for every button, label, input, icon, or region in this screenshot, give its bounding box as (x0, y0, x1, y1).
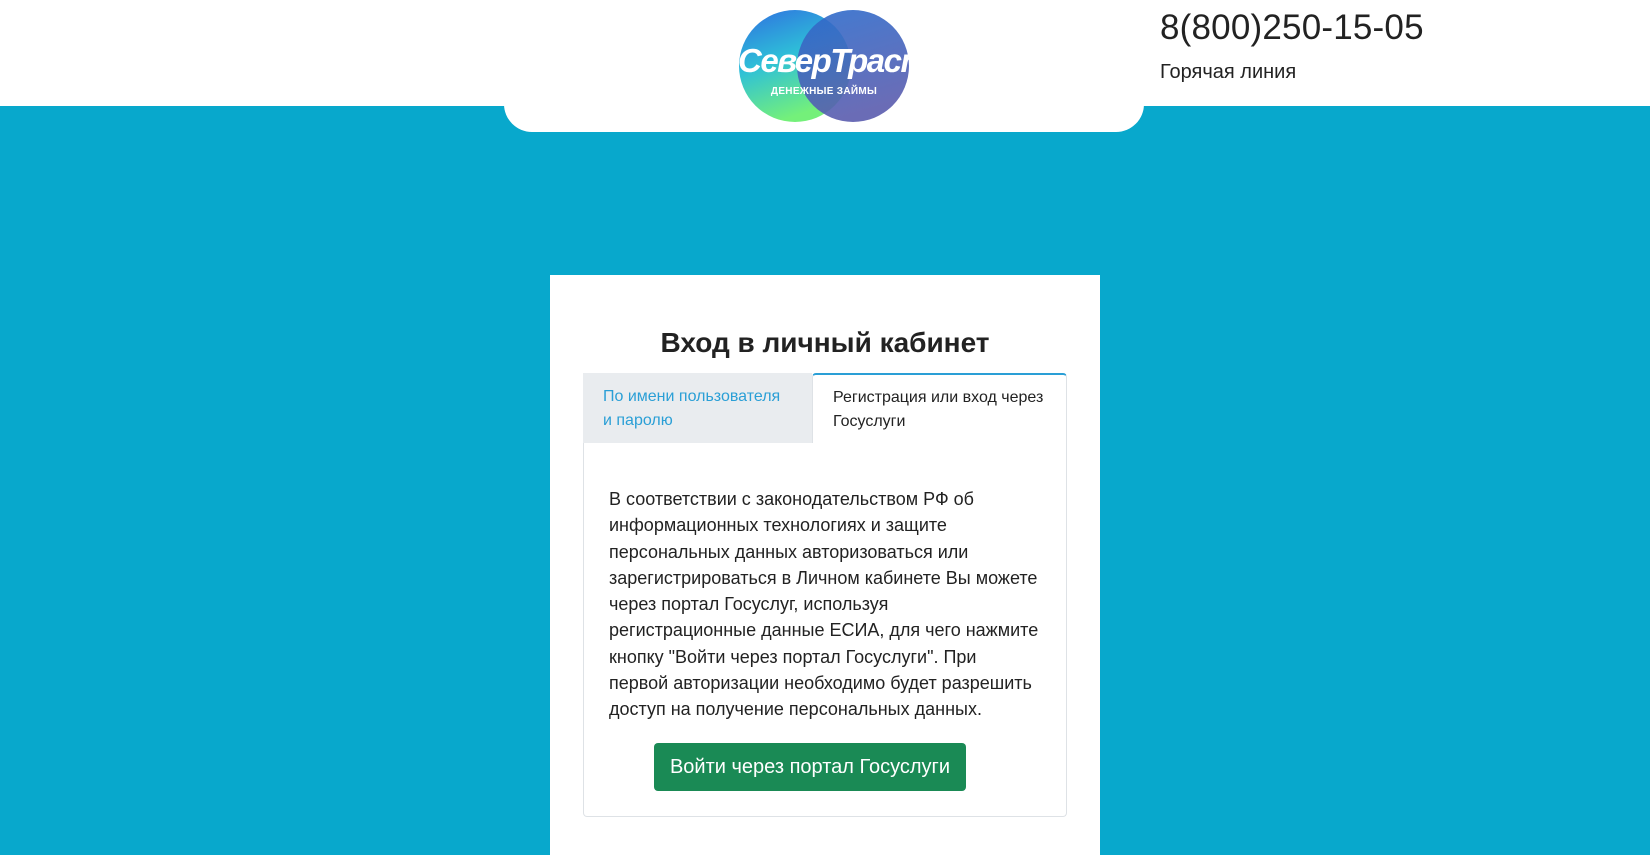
brand-logo-tagline: ДЕНЕЖНЫЕ ЗАЙМЫ (770, 86, 878, 97)
hotline-phone[interactable]: 8(800)250-15-05 (1160, 8, 1424, 47)
gosuslugi-tab-panel (583, 443, 1067, 817)
tab-gosuslugi[interactable] (812, 373, 1067, 444)
hotline-label: Горячая линия (1160, 61, 1297, 83)
tab-username-password[interactable] (583, 373, 812, 444)
login-title: Вход в личный кабинет (660, 327, 990, 358)
brand-logo[interactable] (738, 8, 929, 124)
tab-username-password-label: По имени пользователя и паролю (603, 388, 781, 429)
gosuslugi-login-button[interactable]: Войти через портал Госуслуги (654, 743, 966, 791)
brand-logo-name: СеверТраст (738, 42, 929, 79)
login-card (550, 275, 1100, 855)
tab-gosuslugi-label: Регистрация или вход через Госуслуги (833, 389, 1044, 430)
gosuslugi-info-text: В соответствии с законодательством РФ об информационных технологиях и защите персональных данных авторизоваться или зарегистрироваться в Личном кабинете Вы можете через портал Госуслуг, используя регистрационные данные ЕСИА, для чего нажмите кнопку "Войти через портал Госуслуги". При первой авторизации необходимо будет разрешить доступ на получение персональных данных. (609, 489, 1039, 720)
